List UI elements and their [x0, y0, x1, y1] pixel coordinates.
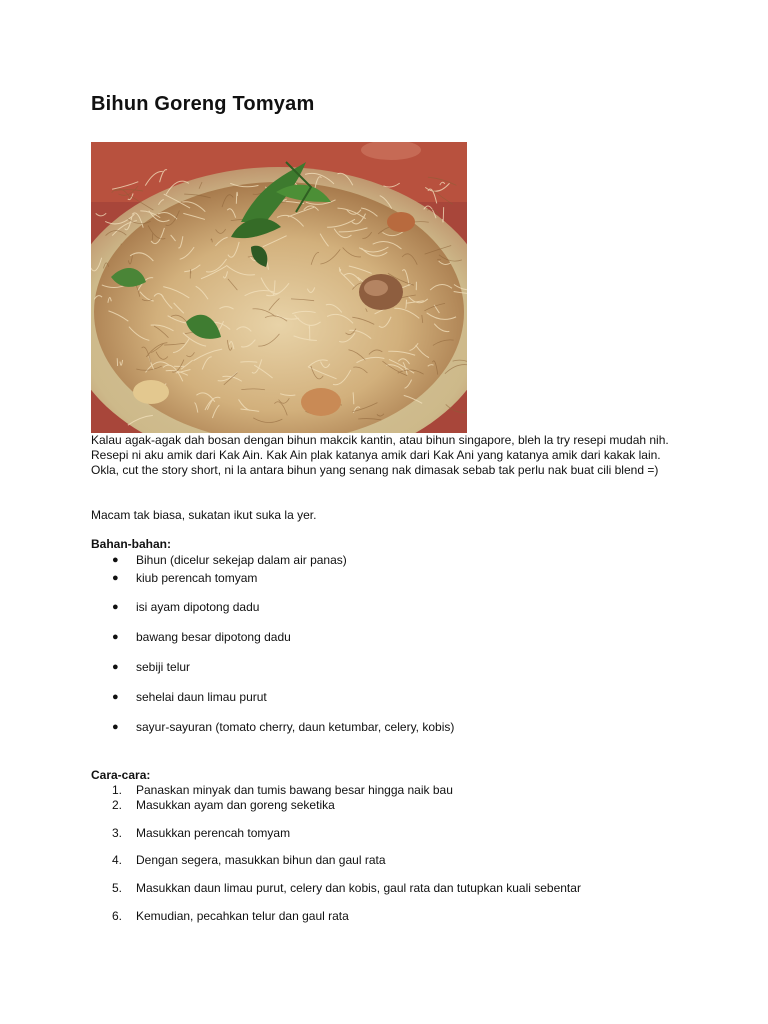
dish-photo — [91, 142, 467, 433]
list-item: ● isi ayam dipotong dadu — [112, 600, 260, 614]
list-item: ● kiub perencah tomyam — [112, 571, 258, 585]
list-item: ● sebiji telur — [112, 660, 191, 674]
ingredients-heading: Bahan-bahan: — [91, 537, 172, 551]
list-item: 5. Masukkan daun limau purut, celery dan kobis, gaul rata dan tutupkan kuali sebentar — [112, 881, 581, 895]
list-item: 4. Dengan segera, masukkan bihun dan gaul rata — [112, 853, 386, 867]
list-item: ● sayur-sayuran (tomato cherry, daun ketumbar, celery, kobis) — [112, 720, 455, 734]
list-item: ● sehelai daun limau purut — [112, 690, 267, 704]
list-item: 3. Masukkan perencah tomyam — [112, 826, 291, 840]
page-title: Bihun Goreng Tomyam — [91, 93, 315, 115]
intro-paragraph: Kalau agak-agak dah bosan dengan bihun makcik kantin, atau bihun singapore, bleh la try resepi mudah nih. Resepi ni aku amik dari Kak Ain. Kak Ain plak katanya amik dari Kak Ani yang katanya amik dari kakak lain. Okla, cut the story short, ni la antara bihun yang senang nak dimasak sebab tak perlu nak buat cili blend =) — [91, 433, 669, 477]
list-item: ● Bihun (dicelur sekejap dalam air panas) — [112, 553, 347, 567]
list-item: 6. Kemudian, pecahkan telur dan gaul rata — [112, 909, 349, 923]
list-item: 2. Masukkan ayam dan goreng seketika — [112, 798, 335, 812]
list-item: ● bawang besar dipotong dadu — [112, 630, 291, 644]
note-text: Macam tak biasa, sukatan ikut suka la yer. — [91, 508, 317, 522]
list-item: 1. Panaskan minyak dan tumis bawang besar hingga naik bau — [112, 783, 453, 797]
steps-heading: Cara-cara: — [91, 768, 151, 782]
